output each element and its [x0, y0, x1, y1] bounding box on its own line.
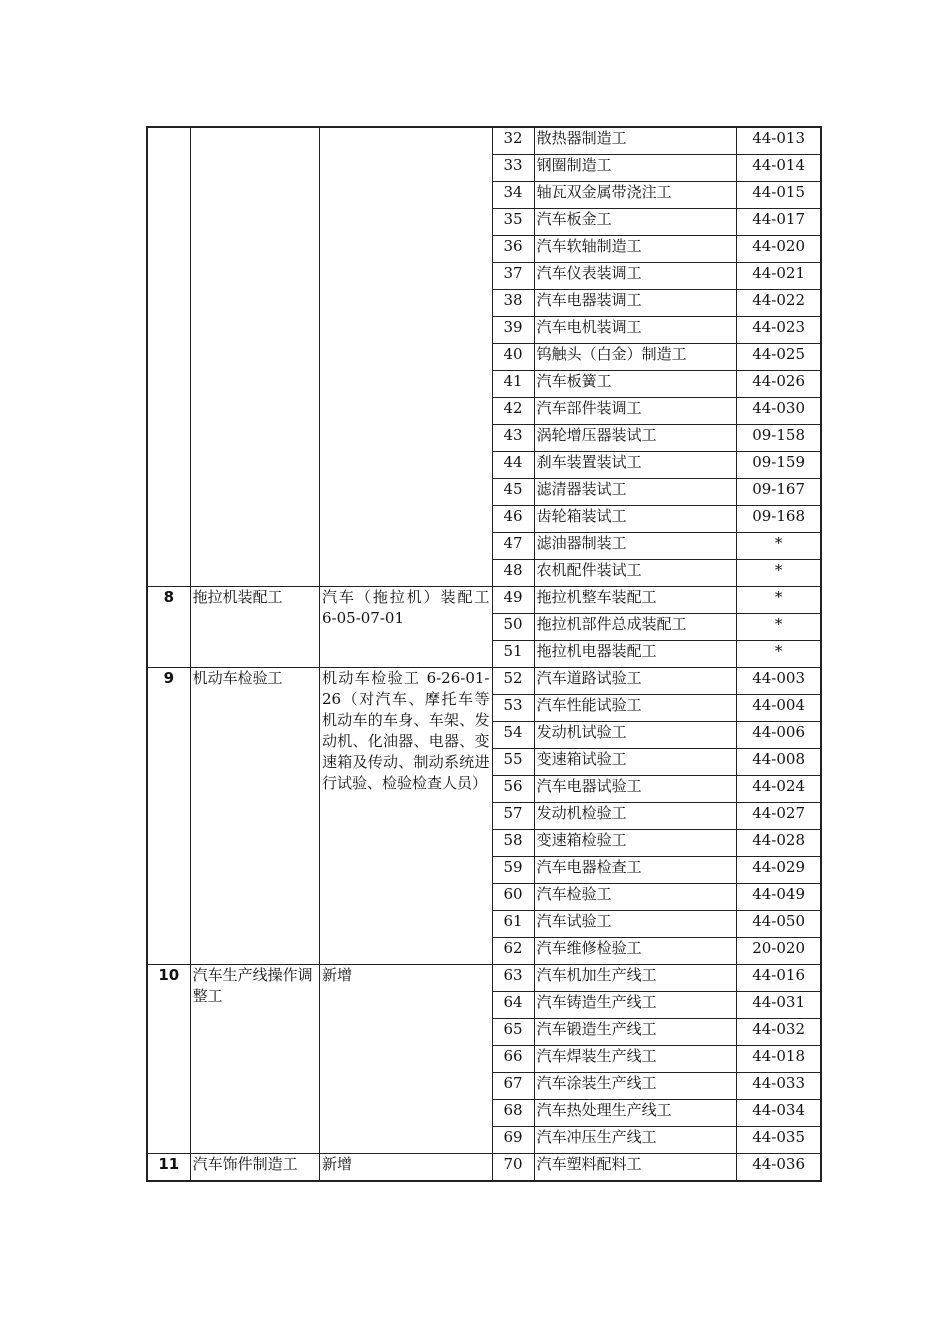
table-body: [147, 127, 821, 1181]
job-code: 44-018: [737, 1046, 821, 1073]
job-title: 汽车电机装调工: [534, 317, 737, 344]
row-index: 52: [492, 668, 534, 695]
row-index: 60: [492, 884, 534, 911]
original-occupation: [320, 127, 493, 587]
original-occupation: 新增: [320, 965, 493, 1154]
row-index: 59: [492, 857, 534, 884]
original-occupation: 机动车检验工 6-26-01-26（对汽车、摩托车等机动车的车身、车架、发动机、化油器、电器、变速箱及传动、制动系统进行试验、检验检查人员）: [320, 668, 493, 965]
row-index: 62: [492, 938, 534, 965]
row-index: 39: [492, 317, 534, 344]
row-index: 43: [492, 425, 534, 452]
job-code: 44-003: [737, 668, 821, 695]
job-code: 44-027: [737, 803, 821, 830]
row-index: 65: [492, 1019, 534, 1046]
job-code: 44-029: [737, 857, 821, 884]
job-title: 拖拉机电器装配工: [534, 641, 737, 668]
row-index: 67: [492, 1073, 534, 1100]
table-row: [147, 965, 821, 992]
row-index: 38: [492, 290, 534, 317]
job-title: 汽车试验工: [534, 911, 737, 938]
job-title: 轴瓦双金属带浇注工: [534, 182, 737, 209]
table-row: [147, 1154, 821, 1182]
group-name: [190, 127, 319, 587]
row-index: 41: [492, 371, 534, 398]
original-occupation: 新增: [320, 1154, 493, 1182]
job-code: 44-017: [737, 209, 821, 236]
row-index: 50: [492, 614, 534, 641]
row-index: 35: [492, 209, 534, 236]
row-index: 46: [492, 506, 534, 533]
row-index: 64: [492, 992, 534, 1019]
job-code: 44-031: [737, 992, 821, 1019]
job-code: 44-015: [737, 182, 821, 209]
group-name: 机动车检验工: [190, 668, 319, 965]
job-code: 44-014: [737, 155, 821, 182]
job-code: *: [737, 533, 821, 560]
job-title: 汽车性能试验工: [534, 695, 737, 722]
job-title: 汽车电器检查工: [534, 857, 737, 884]
row-index: 32: [492, 127, 534, 155]
job-title: 汽车热处理生产线工: [534, 1100, 737, 1127]
job-title: 汽车机加生产线工: [534, 965, 737, 992]
job-title: 钨触头（白金）制造工: [534, 344, 737, 371]
job-code: 09-168: [737, 506, 821, 533]
group-number: 10: [147, 965, 190, 1154]
job-code: *: [737, 641, 821, 668]
job-code: 44-030: [737, 398, 821, 425]
job-title: 农机配件装试工: [534, 560, 737, 587]
row-index: 37: [492, 263, 534, 290]
row-index: 42: [492, 398, 534, 425]
job-code: 44-026: [737, 371, 821, 398]
group-name: 拖拉机装配工: [190, 587, 319, 668]
job-title: 汽车电器试验工: [534, 776, 737, 803]
job-title: 刹车装置装试工: [534, 452, 737, 479]
job-code: 44-016: [737, 965, 821, 992]
job-code: 44-004: [737, 695, 821, 722]
job-title: 汽车检验工: [534, 884, 737, 911]
job-code: 44-006: [737, 722, 821, 749]
job-code: 44-034: [737, 1100, 821, 1127]
job-code: 44-023: [737, 317, 821, 344]
job-title: 汽车冲压生产线工: [534, 1127, 737, 1154]
row-index: 40: [492, 344, 534, 371]
row-index: 53: [492, 695, 534, 722]
job-code: *: [737, 614, 821, 641]
original-occupation: 汽车（拖拉机）装配工 6-05-07-01: [320, 587, 493, 668]
job-title: 变速箱试验工: [534, 749, 737, 776]
row-index: 36: [492, 236, 534, 263]
table-row: [147, 127, 821, 155]
job-title: 汽车部件装调工: [534, 398, 737, 425]
job-title: 变速箱检验工: [534, 830, 737, 857]
job-title: 汽车铸造生产线工: [534, 992, 737, 1019]
row-index: 47: [492, 533, 534, 560]
job-code: 44-050: [737, 911, 821, 938]
job-title: 涡轮增压器装试工: [534, 425, 737, 452]
group-number: [147, 127, 190, 587]
job-title: 散热器制造工: [534, 127, 737, 155]
group-name: 汽车饰件制造工: [190, 1154, 319, 1182]
job-title: 齿轮箱装试工: [534, 506, 737, 533]
job-title: 拖拉机整车装配工: [534, 587, 737, 614]
row-index: 54: [492, 722, 534, 749]
job-title: 汽车板簧工: [534, 371, 737, 398]
job-code: *: [737, 560, 821, 587]
row-index: 49: [492, 587, 534, 614]
job-code: 09-158: [737, 425, 821, 452]
row-index: 68: [492, 1100, 534, 1127]
row-index: 51: [492, 641, 534, 668]
row-index: 48: [492, 560, 534, 587]
row-index: 45: [492, 479, 534, 506]
row-index: 34: [492, 182, 534, 209]
job-code: 44-049: [737, 884, 821, 911]
row-index: 55: [492, 749, 534, 776]
row-index: 33: [492, 155, 534, 182]
job-title: 汽车维修检验工: [534, 938, 737, 965]
job-title: 滤清器装试工: [534, 479, 737, 506]
job-code: 09-159: [737, 452, 821, 479]
group-number: 9: [147, 668, 190, 965]
row-index: 66: [492, 1046, 534, 1073]
job-title: 汽车道路试验工: [534, 668, 737, 695]
job-title: 滤油器制装工: [534, 533, 737, 560]
job-title: 汽车软轴制造工: [534, 236, 737, 263]
job-code: 44-035: [737, 1127, 821, 1154]
job-code: 44-022: [737, 290, 821, 317]
job-code: *: [737, 587, 821, 614]
row-index: 70: [492, 1154, 534, 1182]
job-code: 44-036: [737, 1154, 821, 1182]
job-code: 44-025: [737, 344, 821, 371]
job-code: 44-013: [737, 127, 821, 155]
group-name: 汽车生产线操作调整工: [190, 965, 319, 1154]
group-number: 8: [147, 587, 190, 668]
job-title: 汽车塑料配料工: [534, 1154, 737, 1182]
table-row: [147, 668, 821, 695]
job-code: 09-167: [737, 479, 821, 506]
job-title: 钢圈制造工: [534, 155, 737, 182]
job-code: 44-020: [737, 236, 821, 263]
job-code: 44-024: [737, 776, 821, 803]
row-index: 61: [492, 911, 534, 938]
job-code: 44-033: [737, 1073, 821, 1100]
job-code: 44-021: [737, 263, 821, 290]
job-title: 拖拉机部件总成装配工: [534, 614, 737, 641]
job-title: 汽车仪表装调工: [534, 263, 737, 290]
row-index: 56: [492, 776, 534, 803]
job-title: 汽车焊装生产线工: [534, 1046, 737, 1073]
group-number: 11: [147, 1154, 190, 1182]
row-index: 44: [492, 452, 534, 479]
job-code: 44-008: [737, 749, 821, 776]
row-index: 58: [492, 830, 534, 857]
job-title: 发动机试验工: [534, 722, 737, 749]
job-title: 汽车板金工: [534, 209, 737, 236]
job-title: 汽车涂装生产线工: [534, 1073, 737, 1100]
row-index: 63: [492, 965, 534, 992]
job-title: 汽车电器装调工: [534, 290, 737, 317]
job-code: 44-028: [737, 830, 821, 857]
job-code: 44-032: [737, 1019, 821, 1046]
job-code: 20-020: [737, 938, 821, 965]
job-title: 发动机检验工: [534, 803, 737, 830]
row-index: 57: [492, 803, 534, 830]
occupation-table: [146, 126, 822, 1182]
row-index: 69: [492, 1127, 534, 1154]
table-row: [147, 587, 821, 614]
job-title: 汽车锻造生产线工: [534, 1019, 737, 1046]
